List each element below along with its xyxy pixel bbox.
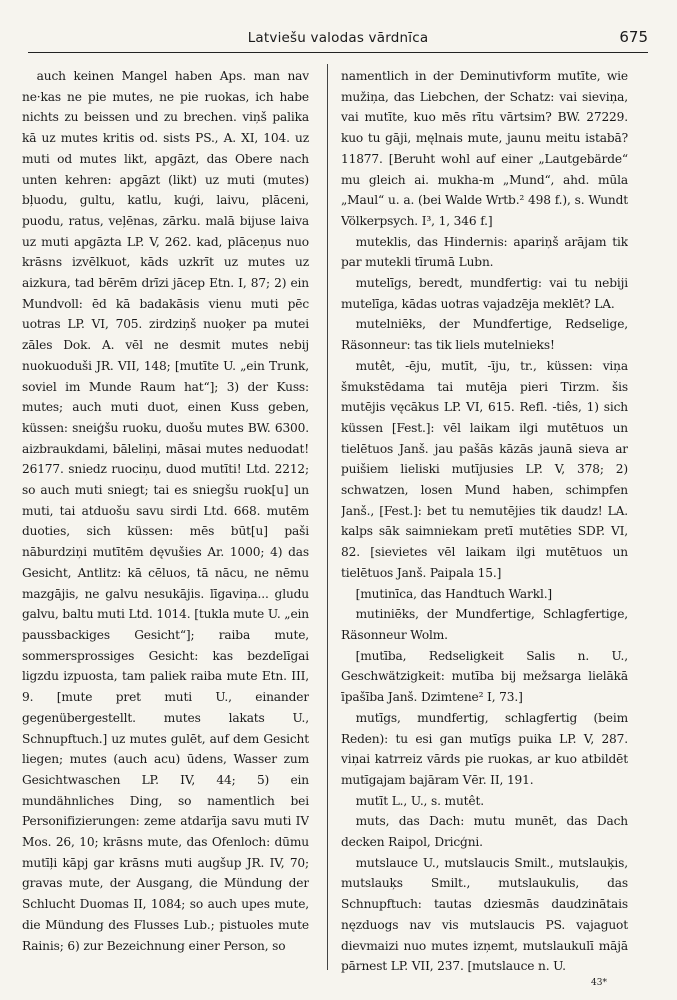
entry-mutinica: [mutinīca, das Handtuch Warkl.] — [355, 586, 553, 601]
entry-paragraph: namentlich in der Deminutivform mutīte, wie mužiņa, das Liebchen, der Schatz: vai sieviņa, vai mutīte, kuo mēs rītu vārtsim? BW. 27229. kuo tu gāji, męlnais mute, jaunu meitu istabā? 11877. [Beruht wohl auf einer „Lautgebärde“ mu gleich ai. mukha-m „Mund“, ahd. mūla „Maul“ u. a. (bei Walde Wrtb.² 498 f.), s. Wundt Völkerpsych. I³, 1, 346 f.] — [341, 69, 628, 228]
left-column — [22, 66, 309, 976]
entry-muteligs: mutelīgs, beredt, mundfertig: vai tu nebiji mutelīga, kādas uotras vajadzēja meklēt? LA. — [341, 276, 628, 311]
entry-mutit: mutīt L., U., s. mutêt. — [355, 793, 484, 808]
entry-muteklis: muteklis, das Hindernis: apariņš arājam tik par mutekli tīrumā Lubn. — [341, 234, 628, 270]
entry-mutiba: [mutība, Redseligkeit Salis n. U., Geschwätzigkeit: mutība bij mežsarga lielākā īpašība Janš. Dzimtene² I, 73.] — [341, 648, 628, 705]
entry-muts: muts, das Dach: mutu munēt, das Dach decken Raipol, Dricģni. — [341, 814, 628, 850]
entry-mutigs: mutīgs, mundfertig, schlagfertig (beim Reden): tu esi gan mutīgs puika LP. V, 287. viņai katrreiz vārds pie ruokas, ar kuo atbildēt mutīgajam bajāram Vēr. II, 191. — [341, 710, 628, 787]
running-title: Latviešu valodas vārdnīca — [247, 30, 429, 46]
left-paragraph: auch keinen Mangel haben Aps. man nav ne·kas ne pie mutes, ne pie ruokas, ich habe nichts zu beissen und zu brechen. viņš palika kā uz mutes kritis od. sists PS., A. XI, 104. uz muti od mutes likt, apgāzt, das Obere nach unten kehren: apgāzt (likt) uz muti (mutes) bļuodu, gultu, katlu, kuģi, laivu, plāceni, puodu, ratus, veļēnas, zārku. malā bijuse laiva uz muti apgāzta LP. V, 262. kad, plāceņus nuo krāsns izvēlkuot, kāds uzkrīt uz mutes uz aizkura, tad bērēm drīzi jācep Etn. I, 87; 2) ein Mundvoll: ēd kā badakāsis vienu muti pēc uotras LP. VI, 705. zirdziņš nuoķer pa mutei zāles Dok. A. vēl ne desmit mutes nebij nuokuoduši JR. VII, 148; [mutīte U. „ein Trunk, soviel im Munde Raum hat“]; 3) der Kuss: mutes; auch muti duot, einen Kuss geben, küssen: sneiģšu ruoku, duošu mutes BW. 6300. aizbraukdami, bāleliņi, māsai mutes neduodat! 26177. sniedz ruociņu, duod mutīti! Ltd. 2212; so auch muti sniegt; tai es sniegšu ruok[u] un muti, tai atduošu savu sirdi Ltd. 668. mutēm duoties, sich küssen: mēs būt[u] paši nāburdziņi mutītēm dęvušies Ar. 1000; 4) das Gesicht, Antlitz: kā cēluos, tā nācu, ne nēmu mazgājis, ne galvu nesukājis. līgaviņa... gludu galvu, baltu muti Ltd. 1014. [tukla mute U. „ein paussbackiges Gesicht“]; raiba mute, sommersprossiges Gesicht: kas bezdelīgai ligzdu izpuosta, tam paliek raiba mute Etn. III, 9. [mute pret muti U., einander gegenübergestellt. mutes lakats U., Schnupftuch.] uz mutes gulēt, auf dem Gesicht liegen; mutes (auch acu) ūdens, Wasser zum Gesichtwaschen LP. IV, 44; 5) ein mundähnliches Ding, so namentlich bei Personifizierungen: zeme atdarīja savu muti IV Mos. 26, 10; krāsns mute, das Ofenloch: dūmu mutīļi kāpj gar krāsns muti augšup JR. IV, 70; gravas mute, der Ausgang, die Mündung der Schlucht Duomas II, 1084; so auch upes mute, die Mündung des Flusses Lub.; pistuoles mute Rainis; 6) zur Bezeichnung einer Person, so — [22, 69, 309, 953]
page-number: 675 — [619, 28, 648, 46]
entry-mutinieks: mutiniēks, der Mundfertige, Schlagfertige, Räsonneur Wolm. — [341, 607, 628, 642]
entry-mutelnieks: mutelniēks, der Mundfertige, Redselige, Räsonneur: tas tik liels mutelnieks! — [341, 317, 628, 353]
entry-mutet: mutêt, -ēju, mutīt, -īju, tr., küssen: viņa šmukstēdama tai mutēja pieri Tirzm. šis mutējis vęcākus LP. VI, 615. Refl. -tiês, 1) sich küssen [Fest.]: vēl laikam ilgi mutētuos un tielētuos Janš. jau pašās kāzās jaunā sieva ar puišiem lieliski mutījusies LP. V, 378; 2) schwatzen, losen Mund haben, schimpfen Janš., [Fest.]: bet tu nemutējies tik daudz! LA. kalps sāk saimniekam pretī mutēties SDP. VI, 82. [sievietes vēl laikam ilgi mutētuos un tielētuos Janš. Paipala 15.] — [341, 358, 628, 580]
signature-mark: 43* — [591, 978, 607, 988]
right-column — [341, 66, 628, 976]
page-header — [28, 24, 648, 53]
column-divider — [327, 64, 328, 970]
entry-mutslauce: mutslauce U., mutslaucis Smilt., mutslauķis, mutslauķs Smilt., mutslaukulis, das Schnupftuch: tautas dziesmās daudzinātais nęzduogs nav vis mutslaucis PS. vajaguot dievmaizi nuo mutes izņemt, mutslaukulī mājā pārnest LP. VII, 237. [mutslauce n. U. — [341, 855, 628, 974]
